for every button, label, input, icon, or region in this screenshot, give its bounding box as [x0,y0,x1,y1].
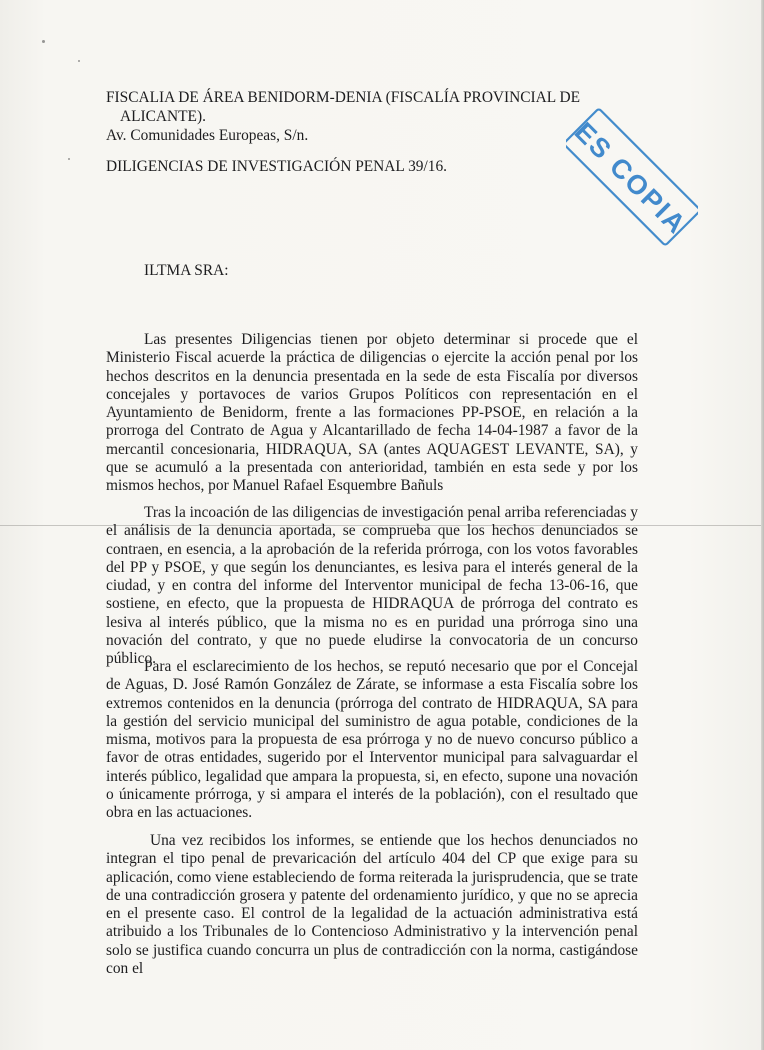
paper-speck [68,158,70,160]
case-reference: DILIGENCIAS DE INVESTIGACIÓN PENAL 39/16. [106,158,447,175]
paragraph-4: Una vez recibidos los informes, se entiende que los hechos denunciados no integran el tipo penal de prevaricación del artículo 404 del CP que exige para su aplicación, como viene estableciendo de forma reiterada la jurisprudencia, que se trate de una contradicción grosera y patente del ordenamiento jurídico, y que no se aprecia en el presente caso. El control de la legalidad de la actuación administrativa está atribuido a los Tribunales de lo Contencioso Administrativo y la intervención penal solo se justifica cuando concurra un plus de contradicción con la norma, castigándose con el [106,832,638,978]
letterhead-line-1: FISCALIA DE ÁREA BENIDORM-DENIA (FISCALÍA PROVINCIAL DE [106,89,580,106]
copy-stamp [566,102,698,252]
letterhead-address: Av. Comunidades Europeas, S/n. [106,127,309,144]
paper-speck [42,40,45,43]
paragraph-2: Tras la incoación de las diligencias de investigación penal arriba referenciadas y el análisis de la denuncia aportada, se comprueba que los hechos denunciados se contraen, en esencia, a la aprobación de la referida prórroga, con los votos favorables del PP y PSOE, y que según los denunciantes, es lesiva para el interés general de la ciudad, y en contra del informe del Interventor municipal de fecha 13-06-16, que sostiene, en efecto, que la propuesta de HIDRAQUA de prórroga del contrato es lesiva al interés público, que la misma no es en puridad una prórroga sino una novación del contrato, y que no puede eludirse la convocatoria de un concurso público. [106,504,638,668]
paragraph-3: Para el esclarecimiento de los hechos, se reputó necesario que por el Concejal de Aguas, D. José Ramón González de Zárate, se informase a esta Fiscalía sobre los extremos contenidos en la denuncia (prórroga del contrato de HIDRAQUA, SA para la gestión del servicio municipal del suministro de agua potable, condiciones de la misma, motivos para la propuesta de esa prórroga y no de nuevo concurso público a favor de otras entidades, sugerido por el Interventor municipal para salvaguardar el interés público, legalidad que ampara la propuesta, si, en efecto, supone una novación o únicamente prórroga, y si ampara el interés de la población), con el resultado que obra en las actuaciones. [106,658,638,822]
stamp-text: ES COPIA [568,116,693,241]
salutation: ILTMA SRA: [144,262,229,279]
letterhead-line-2: ALICANTE). [120,108,206,125]
letterhead [106,88,626,145]
paragraph-1: Las presentes Diligencias tienen por objeto determinar si procede que el Ministerio Fiscal acuerde la práctica de diligencias o ejercite la acción penal por los hechos descritos en la denuncia presentada en la sede de esta Fiscalía por diversos concejales y portavoces de varios Grupos Políticos con representación en el Ayuntamiento de Benidorm, frente a las formaciones PP-PSOE, en relación a la prorroga del Contrato de Agua y Alcantarillado de fecha 14-04-1987 a favor de la mercantil concesionaria, HIDRAQUA, SA (antes AQUAGEST LEVANTE, SA), y que se acumuló a la presentada con anterioridad, también en esta sede y por los mismos hechos, por Manuel Rafael Esquembre Bañuls [106,331,638,495]
paper-speck [78,60,80,62]
